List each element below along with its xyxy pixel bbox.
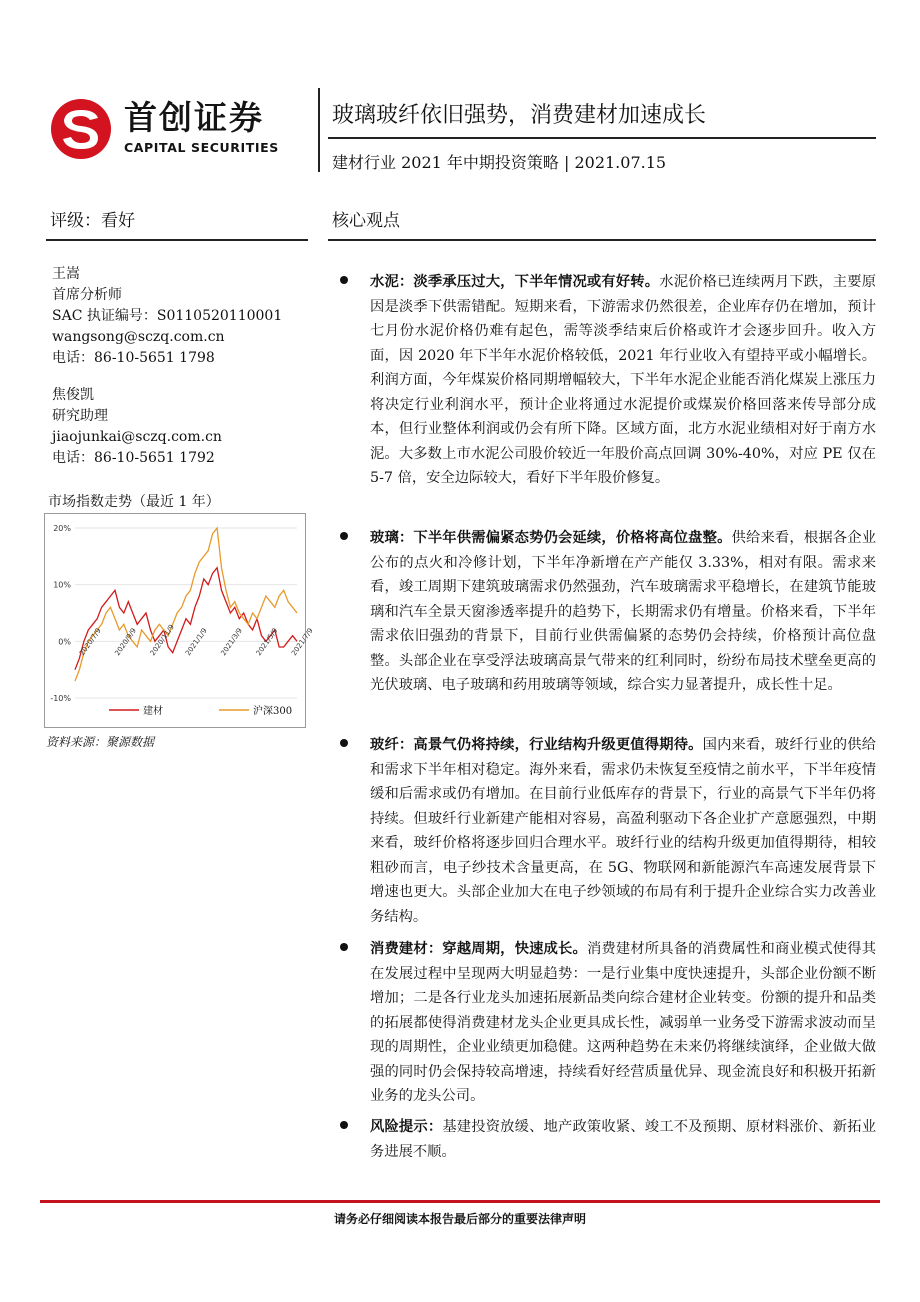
- chart-y-tick-label: 20%: [53, 524, 71, 533]
- chart-x-tick-label: 2020/7/9: [78, 626, 103, 658]
- bullet-heading: 风险提示：: [370, 1119, 443, 1135]
- market-index-chart: [44, 513, 315, 728]
- company-logo: [50, 98, 305, 160]
- chart-x-tick-label: 2020/9/9: [113, 626, 139, 658]
- bullet-text: [370, 270, 876, 491]
- analyst-cert: SAC 执证编号：S0110520110001: [52, 308, 283, 324]
- analyst-card: [52, 385, 222, 469]
- logo-mark-icon: [50, 98, 112, 160]
- bullet-body: 供给来看，根据各企业公布的点火和冷修计划，下半年净新增在产产能仅 3.33%，相对有限。需求来看，竣工周期下建筑玻璃需求仍然强劲，汽车玻璃需求平稳增长，在建筑节能玻璃和汽车全景天窗渗透率提升的趋势下，长期需求仍有增量。价格来看，下半年需求依旧强劲的背景下，目前行业供需偏紧的态势仍会持续，价格预计高位盘整。头部企业在享受浮法玻璃高景气带来的红利同时，纷纷布局技术壁垒更高的光伏玻璃、电子玻璃和药用玻璃等领域，综合实力显著提升，成长性十足。: [370, 530, 876, 693]
- footer-rule: [40, 1200, 880, 1203]
- chart-legend-label: 建材: [143, 706, 163, 717]
- analyst-phone: 电话：86-10-5651 1792: [52, 450, 215, 466]
- bullet-dot-icon: [340, 739, 348, 747]
- title-rule: [328, 137, 876, 139]
- report-subtitle: 建材行业 2021 年中期投资策略 | 2021.07.15: [332, 153, 667, 172]
- chart-title: 市场指数走势（最近 1 年）: [48, 494, 220, 510]
- logo-chinese-name: 首创证券: [124, 98, 264, 137]
- chart-x-tick-label: 2021/1/9: [184, 626, 209, 658]
- chart-canvas: [45, 514, 315, 729]
- analyst-name: 焦俊凯: [52, 387, 94, 403]
- bullet-body: 基建投资放缓、地产政策收紧、竣工不及预期、原材料涨价、新拓业务进展不顺。: [370, 1119, 877, 1160]
- chart-x-tick-label: 2020/11/9: [148, 623, 176, 658]
- analyst-email[interactable]: wangsong@sczq.com.cn: [52, 329, 225, 345]
- chart-legend-label: 沪深300: [253, 706, 293, 717]
- bullet-dot-icon: [340, 276, 348, 284]
- header-divider: [318, 88, 320, 172]
- core-view-rule: [328, 239, 876, 241]
- bullet-dot-icon: [340, 943, 348, 951]
- chart-x-tick-label: 2021/3/9: [219, 626, 245, 658]
- footer-legal-notice: 请务必仔细阅读本报告最后部分的重要法律声明: [333, 1212, 586, 1226]
- chart-y-tick-label: 0%: [58, 637, 71, 647]
- analyst-card: [52, 264, 282, 369]
- chart-y-tick-label: 10%: [53, 580, 71, 590]
- analyst-role: 首席分析师: [52, 287, 122, 303]
- bullet-body: 消费建材所具备的消费属性和商业模式使得其在发展过程中呈现两大明显趋势：一是行业集中度快速提升，头部企业份额不断增加；二是各行业龙头加速拓展新品类向综合建材企业转变。份额的提升和品类的拓展都使得消费建材龙头企业更具成长性，减弱单一业务受下游需求波动而呈现的周期性，企业业绩更加稳健。这两种趋势在未来仍将继续演绎，企业做大做强的同时仍会保持较高增速，持续看好经营质量优异、现金流良好和积极开拓新业务的龙头公司。: [370, 941, 877, 1104]
- logo-english-name: CAPITAL SECURITIES: [124, 140, 279, 155]
- chart-series-line: [75, 528, 297, 681]
- chart-x-tick-label: 2021/7/9: [290, 626, 315, 658]
- bullet-body: 国内来看，玻纤行业的供给和需求下半年相对稳定。海外来看，需求仍未恢复至疫情之前水平，下半年疫情缓和后需求或仍有增加。在目前行业低库存的背景下，行业的高景气下半年仍将持续。但玻纤行业新建产能相对容易，高盈利驱动下各企业扩产意愿强烈，中期来看，玻纤价格将逐步回归合理水平。玻纤行业的结构升级更加值得期待，相较粗砂而言，电子纱技术含量更高，在 5G、物联网和新能源汽车高速发展背景下增速也更大。头部企业加大在电子纱领域的布局有利于提升企业综合实力改善业务结构。: [370, 737, 877, 925]
- bullet-heading: 水泥：淡季承压过大，下半年情况或有好转。: [370, 274, 660, 290]
- analyst-role: 研究助理: [52, 408, 108, 424]
- chart-x-tick-label: 2021/5/9: [254, 626, 280, 658]
- bullet-dot-icon: [340, 1121, 348, 1129]
- analyst-phone: 电话：86-10-5651 1798: [52, 350, 215, 366]
- rating-label: 评级：看好: [50, 211, 135, 231]
- chart-source: 资料来源：聚源数据: [46, 735, 155, 749]
- report-title: 玻璃玻纤依旧强势，消费建材加速成长: [332, 103, 707, 128]
- bullet-text: [370, 937, 876, 1109]
- analyst-name: 王嵩: [52, 266, 80, 282]
- chart-y-tick-label: -10%: [50, 694, 71, 703]
- bullet-heading: 玻纤：高景气仍将持续，行业结构升级更值得期待。: [370, 737, 703, 753]
- bullet-heading: 消费建材：穿越周期，快速成长。: [370, 941, 587, 957]
- bullet-heading: 玻璃：下半年供需偏紧态势仍会延续，价格将高位盘整。: [370, 530, 732, 546]
- bullet-body: 水泥价格已连续两月下跌，主要原因是淡季下供需错配。短期来看，下游需求仍然很差，企业库存仍在增加，预计七月份水泥价格仍难有起色，需等淡季结束后价格或许才会逐步回升。收入方面，因 2020 年下半年水泥价格较低，2021 年行业收入有望持平或小幅增长。利润方面，今年煤炭价格同期增幅较大，下半年水泥企业能否消化煤炭上涨压力将决定行业利润水平，预计企业将通过水泥提价或煤炭价格回落来传导部分成本，但行业整体利润或仍会有所下降。区域方面，北方水泥业绩相对好于南方水泥。大多数上市水泥公司股价较近一年股价高点回调 30%-40%，对应 PE 仅在 5-7 倍，安全边际较大，看好下半年股价修复。: [370, 274, 877, 486]
- analyst-email[interactable]: jiaojunkai@sczq.com.cn: [52, 429, 222, 445]
- bullet-dot-icon: [340, 532, 348, 540]
- bullet-text: [370, 526, 876, 698]
- core-view-heading: 核心观点: [332, 211, 400, 231]
- bullet-text: [370, 1115, 876, 1164]
- rating-rule: [46, 239, 308, 241]
- bullet-text: [370, 733, 876, 929]
